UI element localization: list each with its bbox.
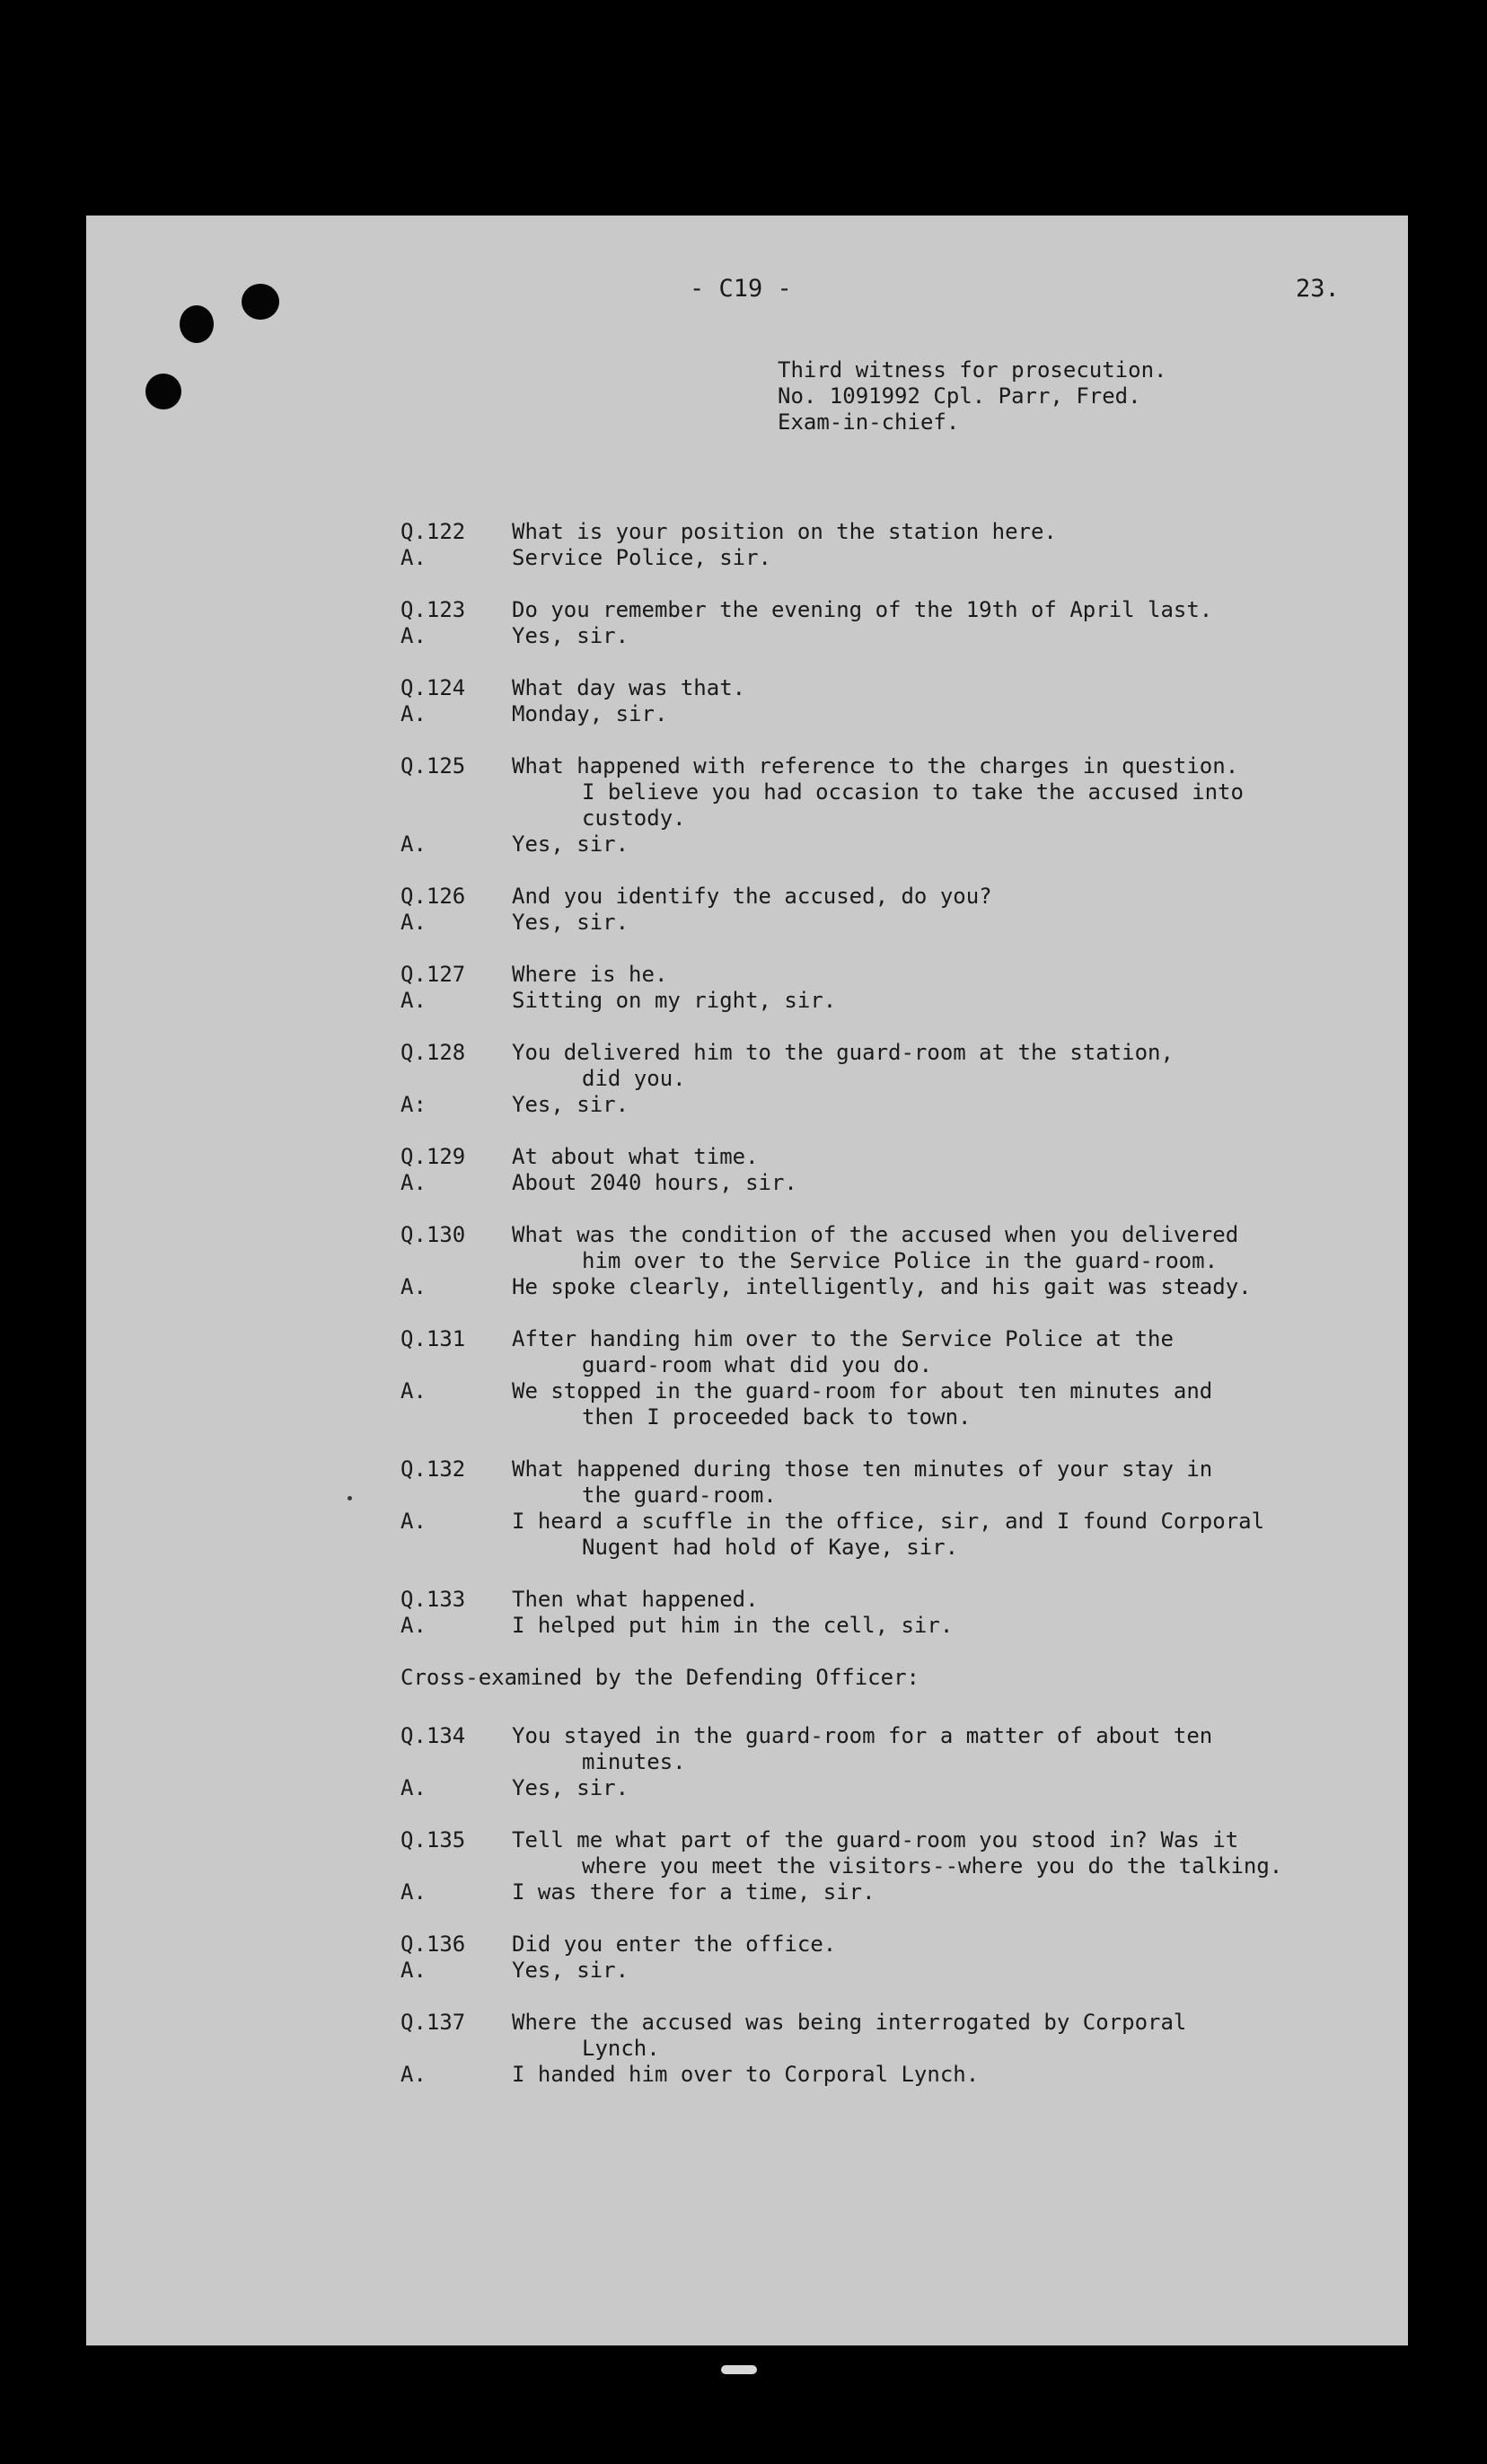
answer-row: [400, 1274, 1370, 1300]
question-number: Q.134: [400, 1723, 466, 1748]
question-line: Tell me what part of the guard-room you stood in? Was it: [512, 1827, 1239, 1852]
question-line: I believe you had occasion to take the accused into: [582, 779, 1244, 805]
answer-row: [400, 832, 1370, 858]
question-row: [400, 753, 1370, 832]
question-line: What happened with reference to the charges in question.: [512, 753, 1239, 779]
answer-row: [400, 545, 1370, 571]
answer-text: [512, 1879, 1370, 1905]
question-text: [512, 519, 1370, 545]
question-row: [400, 1144, 1370, 1170]
witness-heading-line: No. 1091992 Cpl. Parr, Fred.: [778, 383, 1141, 409]
qa-item: [400, 1587, 1370, 1639]
qa-item: [400, 1040, 1370, 1118]
question-number: Q.124: [400, 675, 466, 700]
answer-line: We stopped in the guard-room for about ten minutes and: [512, 1378, 1213, 1404]
qa-item: [400, 1827, 1370, 1905]
answer-line: Service Police, sir.: [512, 545, 771, 570]
qa-item: [400, 962, 1370, 1014]
punch-hole: [180, 305, 214, 343]
answer-text: [512, 1274, 1370, 1300]
answer-text: [512, 545, 1370, 571]
question-line: You delivered him to the guard-room at the station,: [512, 1040, 1174, 1065]
answer-row: [400, 1092, 1370, 1118]
answer-line: I was there for a time, sir.: [512, 1879, 875, 1905]
answer-line: I heard a scuffle in the office, sir, and I found Corporal: [512, 1509, 1265, 1534]
answer-line: Yes, sir.: [512, 1958, 629, 1983]
answer-line: Yes, sir.: [512, 623, 629, 648]
answer-label: A.: [400, 1879, 427, 1905]
page-number: 23.: [1296, 275, 1340, 303]
question-line: What day was that.: [512, 675, 746, 700]
question-number: Q.122: [400, 519, 466, 544]
question-line: What happened during those ten minutes of your stay in: [512, 1456, 1213, 1482]
witness-heading-line: Third witness for prosecution.: [778, 357, 1167, 383]
answer-text: [512, 910, 1370, 936]
qa-item: [400, 1326, 1370, 1430]
answer-label: A.: [400, 623, 427, 648]
question-text: [512, 2010, 1370, 2062]
clip-mark: [721, 2365, 757, 2374]
question-number: Q.137: [400, 2010, 466, 2035]
question-row: [400, 1932, 1370, 1958]
question-text: [512, 1144, 1370, 1170]
answer-text: [512, 623, 1370, 649]
answer-line: Yes, sir.: [512, 1775, 629, 1800]
cross-examination-heading: Cross-examined by the Defending Officer:: [400, 1665, 919, 1690]
question-row: [400, 962, 1370, 988]
answer-line: Yes, sir.: [512, 832, 629, 857]
question-text: [512, 753, 1370, 832]
question-text: [512, 1326, 1370, 1378]
answer-label: A.: [400, 1378, 427, 1404]
question-number: Q.133: [400, 1587, 466, 1612]
question-number: Q.129: [400, 1144, 466, 1169]
qa-item: [400, 597, 1370, 649]
punch-hole: [242, 284, 279, 320]
question-line: Do you remember the evening of the 19th of April last.: [512, 597, 1213, 622]
answer-label: A.: [400, 1274, 427, 1299]
question-line: And you identify the accused, do you?: [512, 884, 992, 909]
question-line: custody.: [582, 805, 686, 831]
question-text: [512, 675, 1370, 701]
question-number: Q.131: [400, 1326, 466, 1351]
qa-item: [400, 1932, 1370, 1984]
answer-label: A.: [400, 1509, 427, 1534]
answer-row: [400, 910, 1370, 936]
question-row: [400, 675, 1370, 701]
answer-label: A:: [400, 1092, 427, 1117]
question-row: [400, 1587, 1370, 1613]
transcript: [400, 519, 1370, 2114]
cross-examination-list: [400, 1723, 1370, 2088]
answer-text: [512, 2062, 1370, 2088]
question-row: [400, 884, 1370, 910]
question-line: At about what time.: [512, 1144, 759, 1169]
answer-label: A.: [400, 910, 427, 935]
qa-item: [400, 519, 1370, 571]
question-row: [400, 1827, 1370, 1879]
page-marker: - C19 -: [690, 275, 792, 303]
question-text: [512, 1587, 1370, 1613]
answer-line: Monday, sir.: [512, 701, 668, 726]
qa-item: [400, 1723, 1370, 1801]
question-line: minutes.: [582, 1749, 686, 1774]
witness-heading: [778, 357, 1166, 436]
question-line: What is your position on the station here.: [512, 519, 1057, 544]
question-row: [400, 1326, 1370, 1378]
qa-item: [400, 753, 1370, 858]
question-row: [400, 1456, 1370, 1509]
answer-text: [512, 988, 1370, 1014]
question-row: [400, 1723, 1370, 1775]
witness-heading-line: Exam-in-chief.: [778, 409, 960, 435]
answer-row: [400, 2062, 1370, 2088]
question-text: [512, 597, 1370, 623]
answer-text: [512, 832, 1370, 858]
question-line: did you.: [582, 1066, 686, 1091]
answer-label: A.: [400, 2062, 427, 2087]
question-text: [512, 1827, 1370, 1879]
question-number: Q.132: [400, 1456, 466, 1482]
question-row: [400, 597, 1370, 623]
answer-row: [400, 1378, 1370, 1430]
question-line: Then what happened.: [512, 1587, 759, 1612]
question-line: Where is he.: [512, 962, 668, 987]
qa-item: [400, 884, 1370, 936]
question-row: [400, 1222, 1370, 1274]
answer-label: A.: [400, 1775, 427, 1800]
question-line: him over to the Service Police in the guard-room.: [582, 1248, 1219, 1273]
answer-line: I helped put him in the cell, sir.: [512, 1613, 954, 1638]
question-text: [512, 962, 1370, 988]
pen-mark: [348, 1496, 352, 1500]
answer-text: [512, 1509, 1370, 1561]
answer-label: A.: [400, 701, 427, 726]
question-line: Lynch.: [582, 2036, 660, 2061]
answer-text: [512, 1775, 1370, 1801]
document-page: [86, 216, 1408, 2345]
question-number: Q.126: [400, 884, 466, 909]
answer-row: [400, 1613, 1370, 1639]
question-number: Q.127: [400, 962, 466, 987]
answer-text: [512, 1958, 1370, 1984]
question-row: [400, 1040, 1370, 1092]
answer-text: [512, 1613, 1370, 1639]
exam-in-chief-list: [400, 519, 1370, 1639]
answer-text: [512, 1170, 1370, 1196]
question-text: [512, 1456, 1370, 1509]
answer-label: A.: [400, 545, 427, 570]
question-row: [400, 2010, 1370, 2062]
question-number: Q.128: [400, 1040, 466, 1065]
answer-label: A.: [400, 1613, 427, 1638]
question-line: After handing him over to the Service Police at the: [512, 1326, 1174, 1351]
answer-row: [400, 988, 1370, 1014]
question-text: [512, 1932, 1370, 1958]
answer-line: Sitting on my right, sir.: [512, 988, 837, 1013]
question-number: Q.136: [400, 1932, 466, 1957]
question-text: [512, 1222, 1370, 1274]
qa-item: [400, 2010, 1370, 2088]
question-line: Where the accused was being interrogated by Corporal: [512, 2010, 1187, 2035]
answer-label: A.: [400, 1170, 427, 1195]
question-line: What was the condition of the accused when you delivered: [512, 1222, 1239, 1247]
answer-line: Yes, sir.: [512, 910, 629, 935]
answer-text: [512, 1378, 1370, 1430]
question-number: Q.123: [400, 597, 466, 622]
answer-row: [400, 1170, 1370, 1196]
punch-hole: [145, 374, 181, 409]
question-line: You stayed in the guard-room for a matter of about ten: [512, 1723, 1213, 1748]
answer-text: [512, 701, 1370, 727]
question-text: [512, 884, 1370, 910]
answer-row: [400, 1509, 1370, 1561]
answer-row: [400, 701, 1370, 727]
answer-label: A.: [400, 832, 427, 857]
question-line: guard-room what did you do.: [582, 1352, 933, 1377]
answer-row: [400, 1879, 1370, 1905]
answer-line: then I proceeded back to town.: [582, 1404, 972, 1430]
question-line: where you meet the visitors--where you do the talking.: [582, 1853, 1283, 1879]
question-line: Did you enter the office.: [512, 1932, 837, 1957]
answer-line: Nugent had hold of Kaye, sir.: [582, 1535, 959, 1560]
answer-label: A.: [400, 1958, 427, 1983]
question-line: the guard-room.: [582, 1483, 777, 1508]
answer-label: A.: [400, 988, 427, 1013]
qa-item: [400, 1222, 1370, 1300]
question-number: Q.135: [400, 1827, 466, 1852]
answer-row: [400, 623, 1370, 649]
question-number: Q.130: [400, 1222, 466, 1247]
qa-item: [400, 1456, 1370, 1561]
answer-line: Yes, sir.: [512, 1092, 629, 1117]
question-text: [512, 1723, 1370, 1775]
question-text: [512, 1040, 1370, 1092]
qa-item: [400, 1144, 1370, 1196]
answer-text: [512, 1092, 1370, 1118]
answer-line: He spoke clearly, intelligently, and his gait was steady.: [512, 1274, 1252, 1299]
answer-line: About 2040 hours, sir.: [512, 1170, 797, 1195]
answer-row: [400, 1775, 1370, 1801]
question-row: [400, 519, 1370, 545]
answer-row: [400, 1958, 1370, 1984]
question-number: Q.125: [400, 753, 466, 779]
answer-line: I handed him over to Corporal Lynch.: [512, 2062, 980, 2087]
qa-item: [400, 675, 1370, 727]
